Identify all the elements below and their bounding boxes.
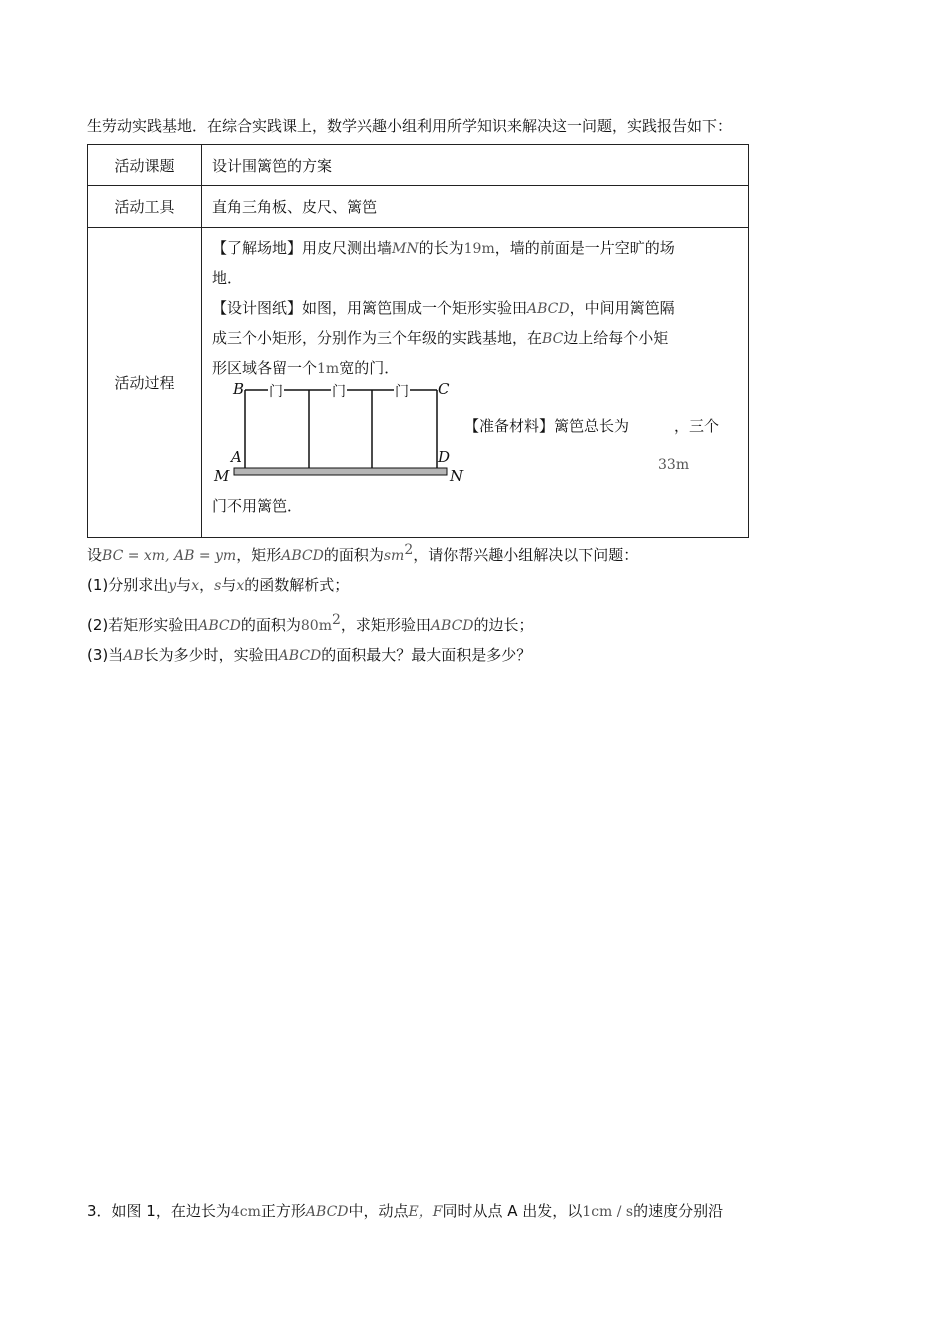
practice-report-table [87, 144, 749, 538]
intro-text: 生劳动实践基地．在综合实践课上，数学兴趣小组利用所学知识来解决这一问题，实践报告如下： [87, 117, 733, 135]
question-1: (1)分别求出y与x，s与x的函数解析式； [87, 576, 350, 594]
row-value: 设计围篱笆的方案 [202, 145, 749, 186]
question-3: (3)当AB长为多少时，实验田ABCD的面积最大？最大面积是多少？ [87, 646, 532, 664]
table-row [88, 145, 749, 186]
question-2: (2)若矩形实验田ABCD的面积为$80m^2$，求矩形验田ABCD的边长； [87, 612, 534, 634]
row-key: 活动过程 [88, 228, 202, 538]
row-key: 活动课题 [88, 145, 202, 186]
label-b: B [233, 380, 245, 398]
process-line: 【设计图纸】如图，用篱笆围成一个矩形实验田ABCD，中间用篱笆隔 [212, 299, 675, 317]
row-value: 直角三角板、皮尺、篱笆 [202, 186, 749, 228]
fence-diagram [212, 380, 747, 491]
label-m: M [214, 467, 230, 485]
table-row [88, 186, 749, 228]
process-line: 形区域各留一个1m宽的门． [212, 359, 400, 377]
label-c: C [438, 380, 450, 398]
setup-text: 设BC = xm, AB = ym，矩形ABCD的面积为$sm^2$，请你帮兴趣小组解决以下问题： [87, 542, 639, 564]
gate-label: 门 [268, 381, 284, 401]
process-line: 门不用篱笆． [212, 497, 303, 515]
label-a: A [231, 448, 242, 466]
process-line: 【了解场地】用皮尺测出墙MN的长为19m，墙的前面是一片空旷的场 [212, 239, 675, 257]
process-line: 成三个小矩形，分别作为三个年级的实践基地，在BC边上给每个小矩 [212, 329, 669, 347]
wall-mn [234, 468, 447, 475]
table-row [88, 228, 749, 538]
process-line: 地． [212, 269, 243, 287]
material-text: 【准备材料】篱笆总长为 ，三个 [464, 417, 720, 435]
problem-3-text: 3．如图 1，在边长为4cm正方形ABCD中，动点E，F同时从点 A 出发，以1cm / s的速度分别沿 [87, 1202, 724, 1220]
row-key: 活动工具 [88, 186, 202, 228]
gate-label: 门 [394, 381, 410, 401]
process-cell [202, 228, 749, 538]
fence-total-length: 33m [658, 457, 690, 473]
gate-label: 门 [331, 381, 347, 401]
label-d: D [438, 448, 451, 466]
label-n: N [450, 467, 464, 485]
